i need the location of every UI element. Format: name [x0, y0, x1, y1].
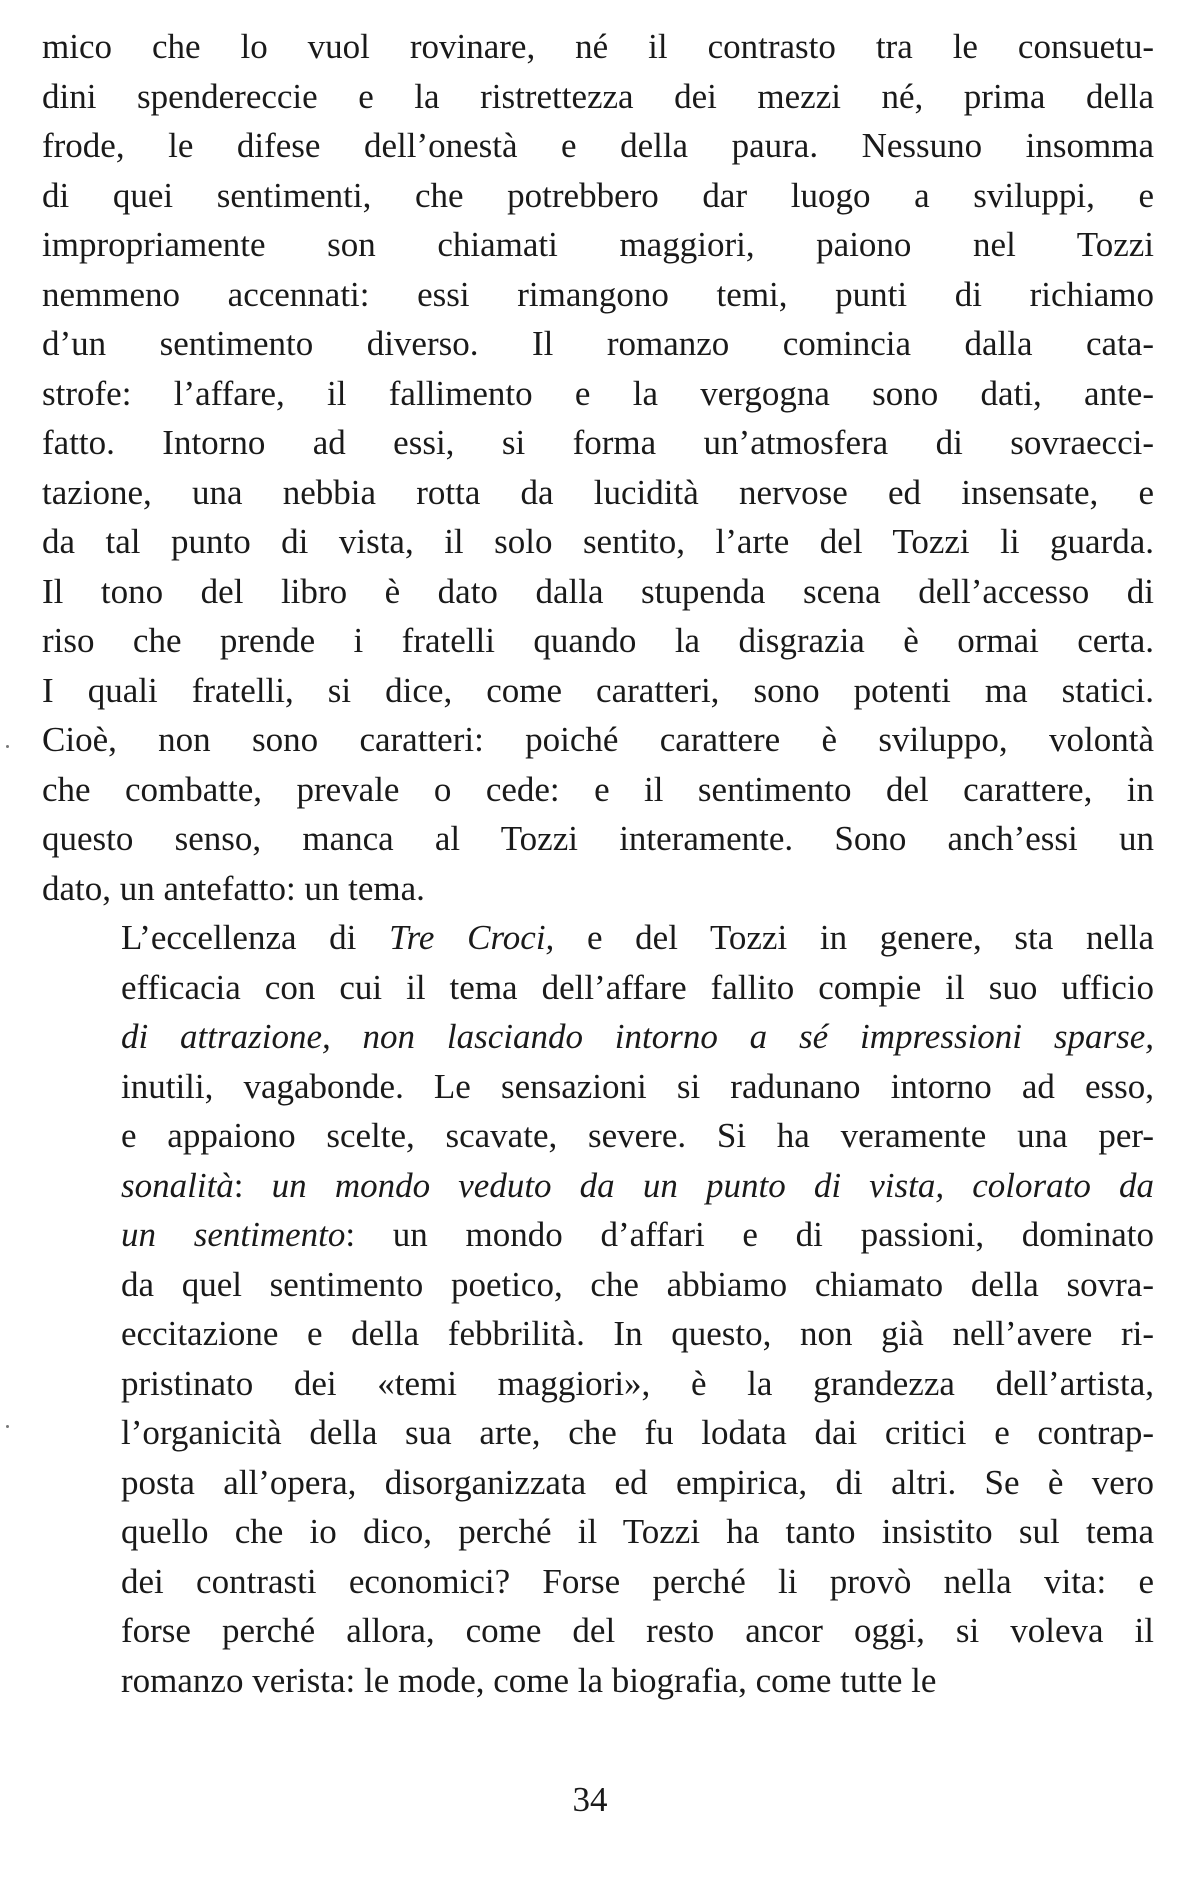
text-line: Cioè, non sono caratteri: poiché carattere è sviluppo, volontà — [42, 720, 1154, 759]
text-line: L’eccellenza di Tre Croci, e del Tozzi in genere, sta nella — [121, 918, 1154, 957]
text-line: romanzo verista: le mode, come la biografia, come tutte le — [121, 1660, 937, 1700]
text-line: che combatte, prevale o cede: e il sentimento del carattere, in — [42, 769, 1154, 809]
text-line: eccitazione e della febbrilità. In questo, non già nell’avere ri- — [121, 1314, 1154, 1353]
italic-text: Tre Croci, — [389, 918, 555, 957]
text-line: riso che prende i fratelli quando la disgrazia è ormai certa. — [42, 621, 1154, 660]
italic-text: un mondo veduto da un punto di vista, colorato da — [271, 1165, 1154, 1205]
body-text — [42, 22, 1154, 1705]
paragraph — [42, 913, 1154, 1705]
text-line: I quali fratelli, si dice, come caratteri, sono potenti ma statici. — [42, 670, 1154, 710]
page-number: 34 — [572, 1780, 608, 1819]
text-line: d’un sentimento diverso. Il romanzo comincia dalla cata- — [42, 324, 1154, 363]
text-line: posta all’opera, disorganizzata ed empirica, di altri. Se è vero — [121, 1462, 1154, 1502]
text-line: dini spendereccie e la ristrettezza dei mezzi né, prima della — [42, 76, 1154, 116]
italic-text: di attrazione, non lasciando intorno a sé impressioni sparse, — [121, 1017, 1154, 1056]
text-line: un sentimento: un mondo d’affari e di passioni, dominato — [121, 1215, 1155, 1254]
italic-text: un sentimento — [121, 1215, 346, 1254]
text-line: e appaiono scelte, scavate, severe. Si ha veramente una per- — [121, 1116, 1154, 1155]
text-line: da tal punto di vista, il solo sentito, l’arte del Tozzi li guarda. — [42, 522, 1154, 561]
text-line: impropriamente son chiamati maggiori, paiono nel Tozzi — [42, 225, 1154, 264]
text-line: nemmeno accennati: essi rimangono temi, punti di richiamo — [42, 274, 1154, 314]
text-line: forse perché allora, come del resto ancor oggi, si voleva il — [121, 1611, 1154, 1650]
text-line: dei contrasti economici? Forse perché li provò nella vita: e — [121, 1561, 1154, 1601]
text-line: Il tono del libro è dato dalla stupenda scena dell’accesso di — [42, 571, 1154, 611]
text-line: frode, le difese dell’onestà e della paura. Nessuno insomma — [42, 126, 1154, 165]
text-line: mico che lo vuol rovinare, né il contrasto tra le consuetu- — [42, 27, 1154, 66]
paragraph — [42, 22, 1154, 913]
text-line: questo senso, manca al Tozzi interamente. Sono anch’essi un — [42, 819, 1154, 858]
text-line: quello che io dico, perché il Tozzi ha tanto insistito sul tema — [121, 1512, 1154, 1551]
text-line: da quel sentimento poetico, che abbiamo chiamato della sovra- — [121, 1264, 1154, 1304]
text-line: fatto. Intorno ad essi, si forma un’atmosfera di sovraecci- — [42, 423, 1154, 462]
text-line: sonalità: un mondo veduto da un punto di vista, colorato da — [121, 1165, 1154, 1205]
scan-speck — [6, 745, 9, 748]
text-line: strofe: l’affare, il fallimento e la vergogna sono dati, ante- — [42, 373, 1154, 413]
text-line: l’organicità della sua arte, che fu lodata dai critici e contrap- — [121, 1413, 1154, 1452]
text-line: inutili, vagabonde. Le sensazioni si radunano intorno ad esso, — [121, 1066, 1154, 1106]
text-line: di quei sentimenti, che potrebbero dar luogo a sviluppi, e — [42, 175, 1154, 215]
text-line: efficacia con cui il tema dell’affare fallito compie il suo ufficio — [121, 967, 1154, 1007]
italic-text: sonalità — [121, 1165, 234, 1205]
scan-speck — [6, 1425, 9, 1428]
text-line: tazione, una nebbia rotta da lucidità nervose ed insensate, e — [42, 472, 1154, 512]
text-line — [42, 1012, 1154, 1062]
text-line: pristinato dei «temi maggiori», è la grandezza dell’artista, — [121, 1363, 1154, 1403]
text-line: dato, un antefatto: un tema. — [42, 868, 425, 908]
